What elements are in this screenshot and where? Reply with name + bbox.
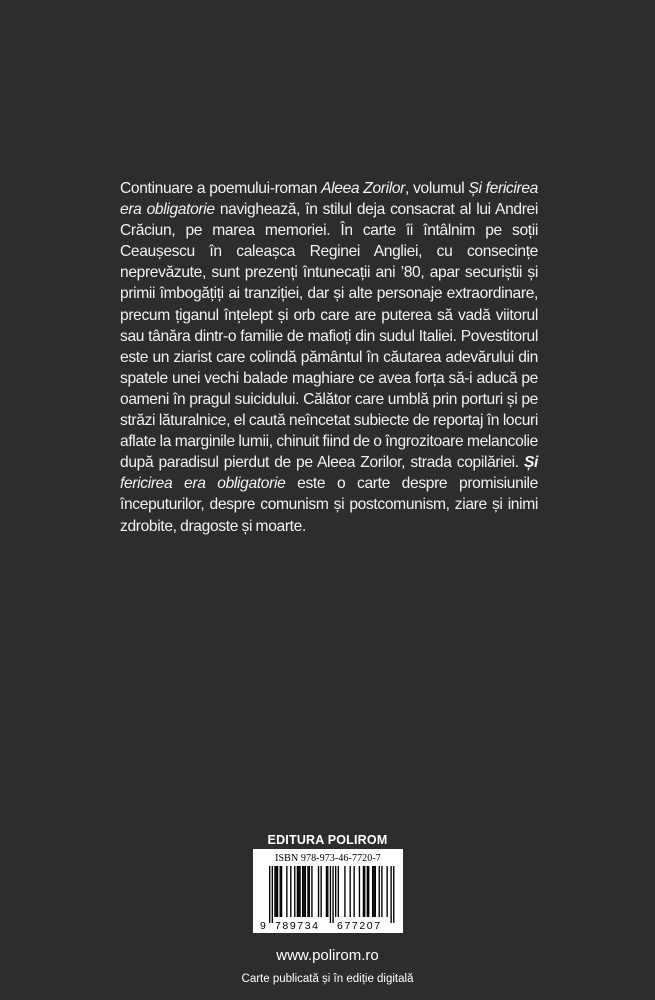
barcode-bar (311, 866, 312, 917)
barcode-digits: 9 (260, 920, 268, 930)
barcode-bar (303, 866, 304, 917)
barcode-bar (327, 866, 328, 917)
barcode-bar (332, 866, 333, 923)
barcode-bar (381, 866, 382, 917)
barcode-bar (364, 866, 365, 917)
barcode-bar (305, 866, 306, 917)
barcode-bar (302, 866, 303, 917)
barcode-digits: 677207 (337, 920, 382, 930)
barcode-bar (353, 866, 354, 917)
barcode-bar (286, 866, 287, 917)
publisher-name: EDITURA POLIROM (267, 833, 388, 847)
barcode-bar (277, 866, 278, 917)
barcode-bar (359, 866, 360, 917)
barcode-bar (363, 866, 364, 917)
barcode-bar (269, 866, 270, 923)
back-cover-blurb (120, 178, 538, 537)
barcode-bar (326, 866, 327, 917)
barcode-bar (373, 866, 374, 917)
blurb-text: navighează, în stilul deja consacrat al lui Andrei Crăciun, pe marea memoriei. În carte îi întâlnim pe soții Ceaușescu în caleașca Reginei Angliei, cu consecințe neprevăzute, sunt prezenți întunecații ani ’80, apar securiștii și primii îmbogățiți ai tranziției, dar și alte personaje extraordinare, precum țiganul înțelept și orb care are puterea să vadă viitorul sau tânăra dintr-o familie de mafioți din sudul Italiei. Povestitorul este un ziarist care colindă pământul în căutarea adevărului din spatele unei vechi balade maghiare ce avea forța să-i aducă pe oameni în pragul suicidului. Călător care umblă prin porturi și pe străzi lăturalnice, el caută neîncetat subiecte de reportaj în locuri aflate la marginile lumii, chinuit fiind de o îngrozitoare melancolie după paradisul pierdut de pe Aleea Zorilor, strada copilăriei. (120, 201, 538, 472)
blurb-text: , volumul (405, 180, 469, 197)
barcode-bar (379, 866, 380, 917)
barcode-bar (281, 866, 282, 917)
barcode-bar (386, 866, 387, 917)
barcode-bar (335, 866, 336, 917)
barcode-bar (338, 866, 339, 917)
digital-edition-note: Carte publicată și în ediție digitală (241, 973, 414, 985)
barcode-bar (294, 866, 295, 917)
publisher-website: www.polirom.ro (276, 947, 379, 964)
blurb-book-title-bold: Și (523, 454, 538, 472)
barcode-bar (318, 866, 319, 917)
barcode-icon (259, 866, 397, 930)
barcode-bar (375, 866, 376, 917)
barcode-bar (299, 866, 300, 917)
barcode-bar (330, 866, 331, 923)
barcode-bar (344, 866, 345, 917)
barcode-bar (290, 866, 291, 917)
barcode-bar (274, 866, 275, 917)
barcode-bar (309, 866, 310, 917)
barcode-bar (390, 866, 391, 923)
barcode-bar (393, 866, 394, 923)
barcode-bar (372, 866, 373, 917)
blurb-book-title: Aleea Zorilor (321, 180, 406, 197)
blurb-book-title-rest: fericirea era obligatorie (120, 475, 286, 493)
isbn-number: ISBN 978-973-46-7720-7 (275, 853, 381, 864)
barcode-bar (276, 866, 277, 917)
barcode-bar (367, 866, 368, 917)
barcode-bar (368, 866, 369, 917)
barcode-bar (272, 866, 273, 923)
barcode-bar (320, 866, 321, 917)
blurb-text: Continuare a poemului-roman (120, 180, 322, 197)
blurb-text: este o carte despre promisiunile începuturilor, despre comunism și postcomunism, ziare și inimi zdrobite, dragoste și moarte. (120, 475, 538, 535)
isbn-barcode (253, 849, 403, 933)
barcode-bar (297, 866, 298, 917)
barcode-bar (298, 866, 299, 917)
barcode-digits: 789734 (274, 920, 320, 930)
barcode-bar (307, 866, 308, 917)
barcode-bar (350, 866, 351, 917)
barcode-bar (280, 866, 281, 917)
blurb-book-title: Și fericirea era obligatorie (120, 180, 538, 219)
